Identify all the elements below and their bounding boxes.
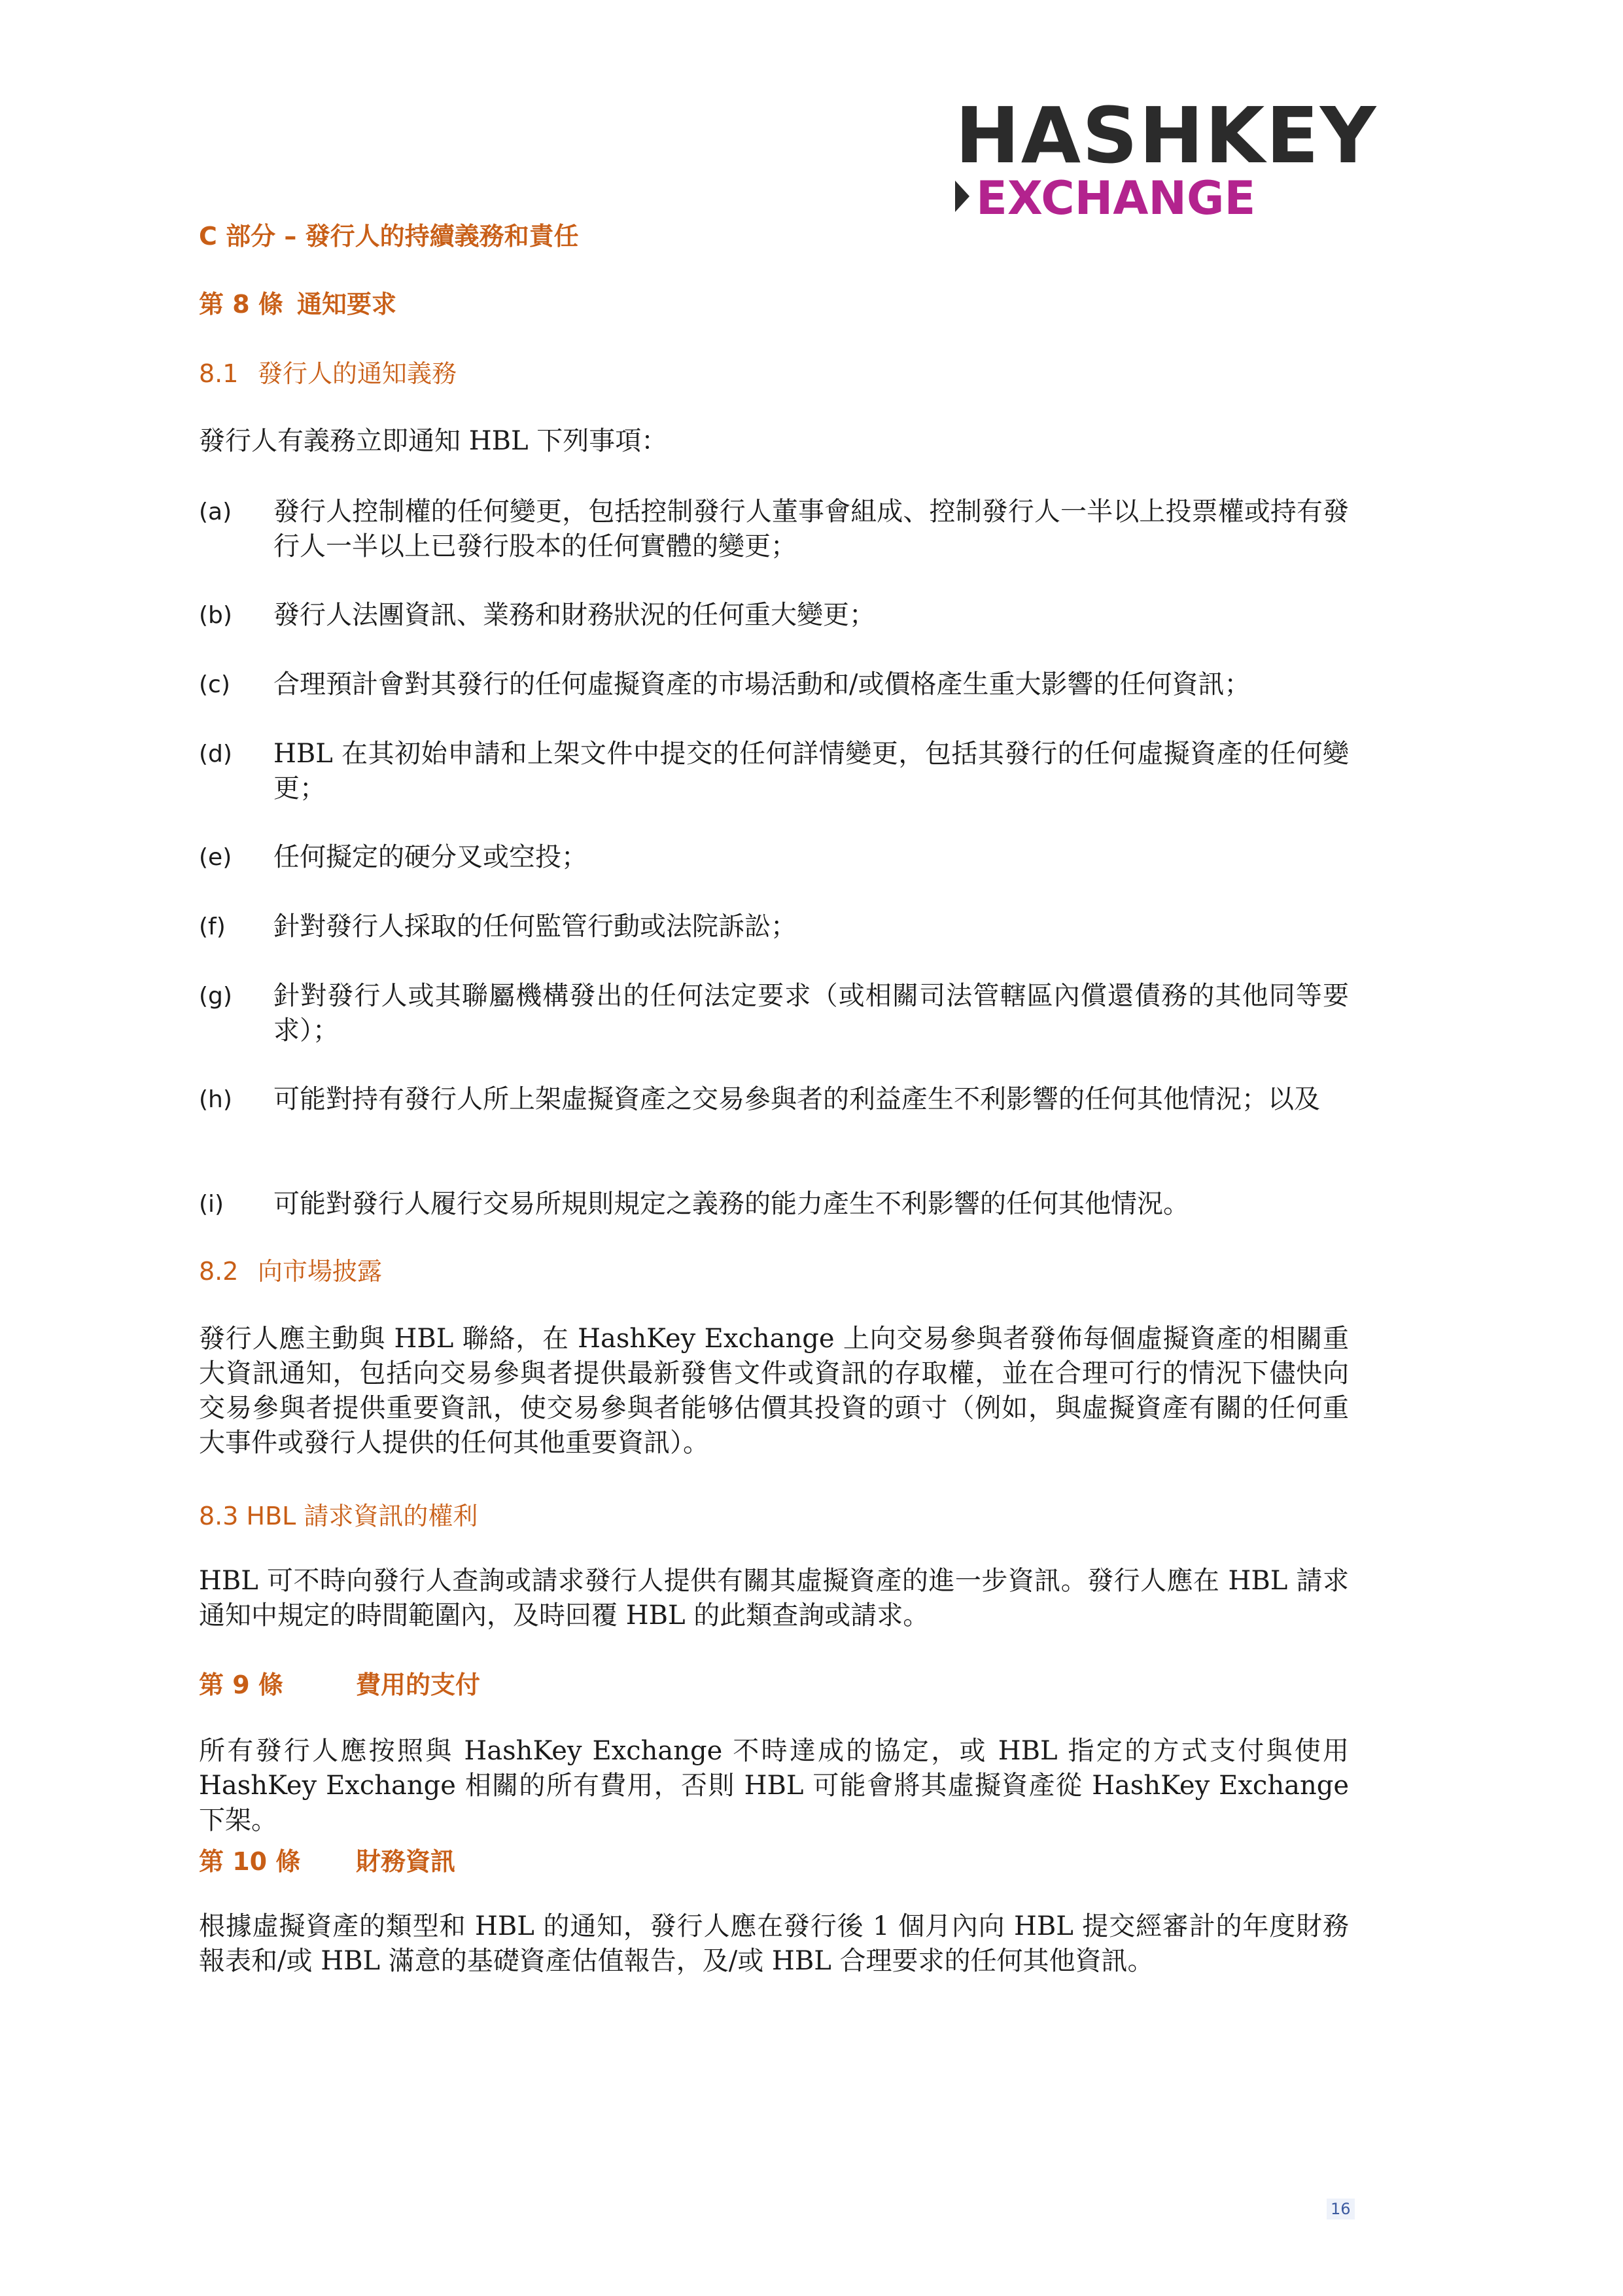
notification-intro: 發行人有義務立即通知 HBL 下列事項： [199,426,668,456]
page-number: 16 [1327,2199,1355,2219]
article-8-title: 通知要求 [297,290,397,319]
section-8-2-title: 向市場披露 [258,1257,383,1286]
item-label-f: (f) [199,913,226,940]
section-8-1-number: 8.1 [199,359,239,388]
section-8-1-title: 發行人的通知義務 [258,359,457,388]
article-9-body: 所有發行人應按照與 HashKey Exchange 不時達成的協定，或 HBL 指定的方式支付與使用 HashKey Exchange 相關的所有費用，否則 HBL 可能會將其虛擬資產從 HashKey Exchange 下架。 [199,1736,1349,1835]
article-9-number: 第 9 條 [199,1670,283,1699]
logo-arrow-icon [955,181,969,212]
item-text-f: 針對發行人採取的任何監管行動或法院訴訟； [273,911,797,942]
item-label-i: (i) [199,1191,224,1218]
item-label-c: (c) [199,671,230,698]
logo-wordmark-bottom: EXCHANGE [976,171,1256,225]
article-8-heading [199,290,397,319]
section-8-1-heading [199,359,457,388]
article-8-number: 第 8 條 [199,290,283,319]
article-10-number: 第 10 條 [199,1847,301,1876]
item-label-g: (g) [199,983,232,1010]
item-text-i: 可能對發行人履行交易所規則規定之義務的能力產生不利影響的任何其他情況。 [273,1189,1189,1219]
item-label-e: (e) [199,844,232,871]
section-8-3-heading: 8.3 HBL 請求資訊的權利 [199,1502,478,1530]
part-heading: C 部分 – 發行人的持續義務和責任 [199,222,579,251]
logo-wordmark-top: HASHKEY [955,90,1378,181]
article-10-title: 財務資訊 [356,1847,456,1876]
article-10-body: 根據虛擬資產的類型和 HBL 的通知，發行人應在發行後 1 個月內向 HBL 提交經審計的年度財務報表和/或 HBL 滿意的基礎資產估值報告，及/或 HBL 合理要求的任何其他資訊。 [199,1911,1349,1976]
section-8-2-heading [199,1257,383,1286]
item-text-h: 可能對持有發行人所上架虛擬資產之交易參與者的利益產生不利影響的任何其他情況；以及 [273,1084,1320,1114]
item-label-d: (d) [199,741,232,768]
item-label-a: (a) [199,499,232,525]
hashkey-exchange-logo [955,90,1378,225]
section-8-2-number: 8.2 [199,1257,239,1286]
item-text-g: 針對發行人或其聯屬機構發出的任何法定要求（或相關司法管轄區內償還債務的其他同等要求）； [273,981,1349,1046]
item-text-c: 合理預計會對其發行的任何虛擬資產的市場活動和/或價格產生重大影響的任何資訊； [273,669,1251,699]
section-8-2-body: 發行人應主動與 HBL 聯絡，在 HashKey Exchange 上向交易參與者發佈每個虛擬資產的相關重大資訊通知，包括向交易參與者提供最新發售文件或資訊的存取權，並在合理可行的情況下儘快向交易參與者提供重要資訊，使交易參與者能够估價其投資的頭寸（例如，與虛擬資產有關的任何重大事件或發行人提供的任何其他重要資訊）。 [199,1324,1349,1458]
item-text-b: 發行人法團資訊、業務和財務狀況的任何重大變更； [273,600,875,630]
item-label-h: (h) [199,1086,232,1113]
article-9-title: 費用的支付 [356,1670,481,1699]
item-label-b: (b) [199,602,232,629]
section-8-3-body: HBL 可不時向發行人查詢或請求發行人提供有關其虛擬資產的進一步資訊。發行人應在 HBL 請求通知中規定的時間範圍內，及時回覆 HBL 的此類查詢或請求。 [199,1566,1349,1631]
article-10-heading [199,1847,456,1876]
article-9-heading [199,1670,481,1699]
item-text-a: 發行人控制權的任何變更，包括控制發行人董事會組成、控制發行人一半以上投票權或持有發行人一半以上已發行股本的任何實體的變更； [273,497,1349,561]
item-text-d: HBL 在其初始申請和上架文件中提交的任何詳情變更，包括其發行的任何虛擬資產的任何變更； [273,739,1349,804]
item-text-e: 任何擬定的硬分叉或空投； [273,842,587,872]
